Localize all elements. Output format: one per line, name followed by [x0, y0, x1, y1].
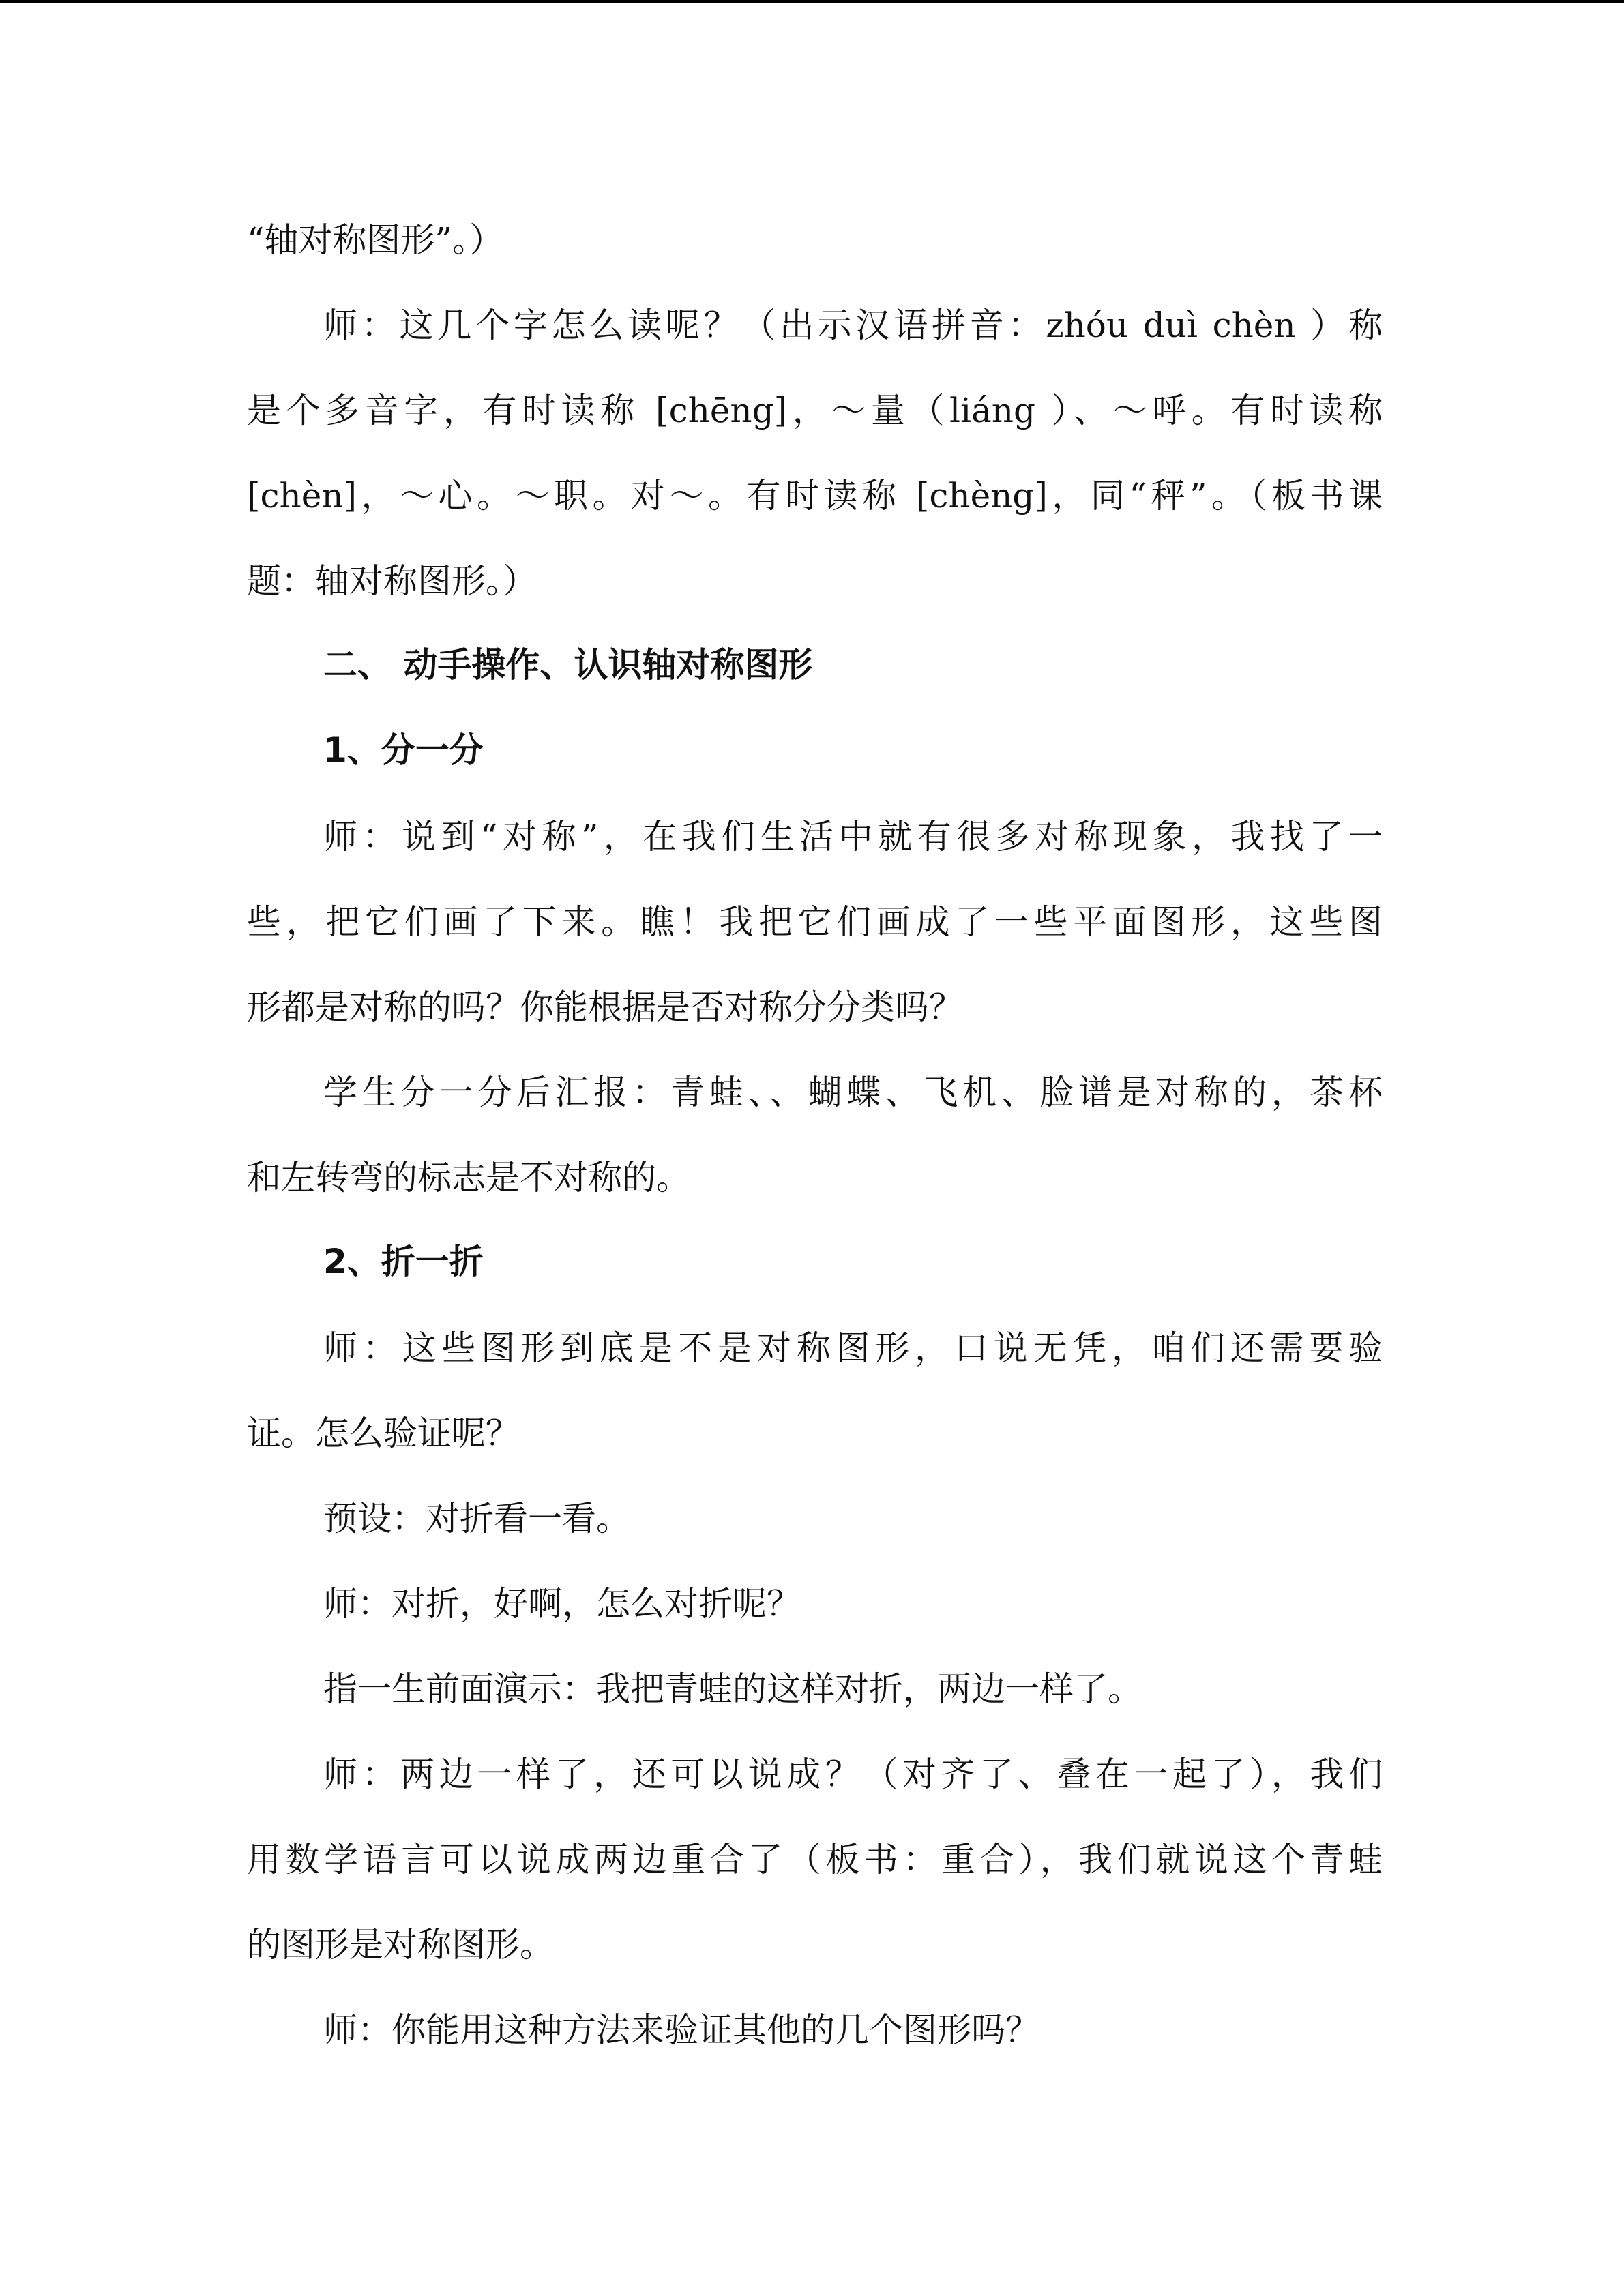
text-line: 师：说到“对称”，在我们生活中就有很多对称现象，我找了一 [323, 817, 1383, 856]
text-line: 的图形是对称图形。 [247, 1925, 554, 1965]
text-line: 用数学语言可以说成两边重合了（板书：重合），我们就说这个青蛙 [247, 1840, 1383, 1879]
subsection-heading: 1、分一分 [323, 730, 484, 770]
section-heading: 二、 动手操作、认识轴对称图形 [323, 645, 813, 685]
text-line: 师：对折，好啊，怎么对折呢？ [323, 1584, 801, 1624]
text-line: 预设：对折看一看。 [323, 1499, 630, 1538]
text-line: “轴对称图形”。） [247, 220, 504, 260]
text-line: 指一生前面演示：我把青蛙的这样对折，两边一样了。 [323, 1669, 1142, 1709]
text-line: 和左转弯的标志是不对称的。 [247, 1158, 690, 1197]
text-line: 师：你能用这种方法来验证其他的几个图形吗？ [323, 2010, 1039, 2050]
text-line: 师：这几个字怎么读呢？（出示汉语拼音：zhóu duì chèn ）称 [323, 305, 1383, 345]
paragraph-symmetry-intro [247, 794, 1383, 1050]
paragraph-preset [247, 1476, 1383, 1562]
text-line: 些，把它们画了下来。瞧！我把它们画成了一些平面图形，这些图 [247, 902, 1383, 942]
paragraph-coincide [247, 1732, 1383, 1988]
text-line: 师：这些图形到底是不是对称图形，口说无凭，咱们还需要验 [323, 1328, 1383, 1368]
paragraph-verification [247, 1306, 1383, 1476]
paragraph-demo [247, 1647, 1383, 1732]
text-line: 学生分一分后汇报：青蛙、、蝴蝶、飞机、脸谱是对称的，茶杯 [323, 1073, 1383, 1112]
paragraph-verify-others [247, 1988, 1383, 2073]
text-line: 题：轴对称图形。） [247, 561, 537, 601]
paragraph-continuation [247, 198, 1383, 283]
paragraph-pronunciation [247, 283, 1383, 624]
paragraph-student-report [247, 1050, 1383, 1221]
text-line: 证。怎么验证呢？ [247, 1414, 520, 1453]
text-line: 是个多音字，有时读称 [chēng]，～量（liáng ）、～呼。有时读称 [247, 391, 1383, 430]
text-line: [chèn]，～心。～职。对～。有时读称 [chèng]，同“秤”。（板书课 [247, 476, 1383, 516]
subsection-heading: 2、折一折 [323, 1242, 484, 1281]
text-line: 师：两边一样了，还可以说成？（对齐了、叠在一起了），我们 [323, 1755, 1383, 1794]
text-line: 形都是对称的吗？你能根据是否对称分分类吗？ [247, 987, 963, 1027]
paragraph-teacher-fold [247, 1562, 1383, 1647]
